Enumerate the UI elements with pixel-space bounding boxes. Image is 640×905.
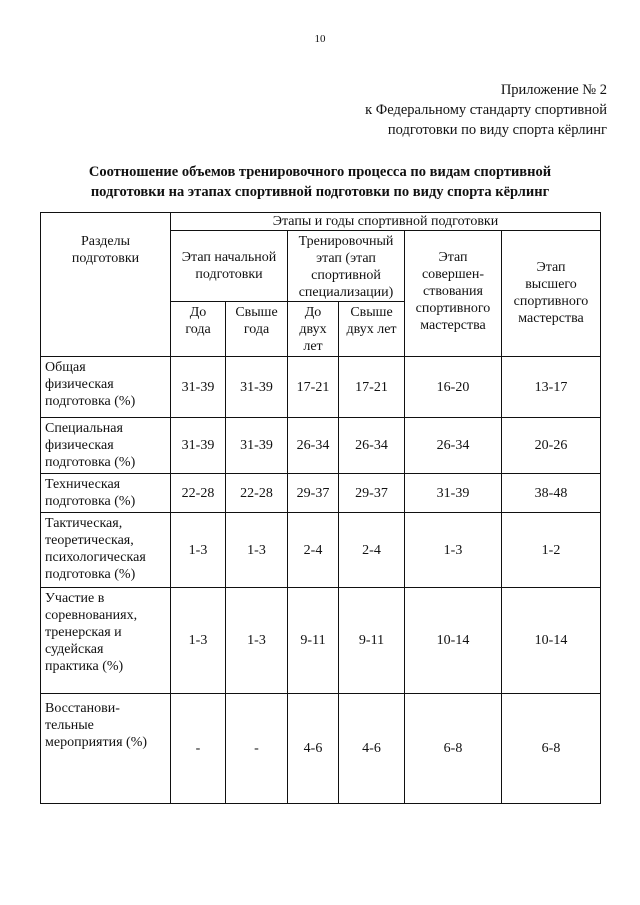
stage-header-line: Этап — [536, 260, 566, 275]
value-cell: 20-26 — [502, 418, 601, 474]
stage-header-line: ствования — [423, 284, 483, 299]
stages-group-header: Этапы и годы спортивной подготовки — [171, 213, 601, 231]
value-cell: 16-20 — [405, 357, 502, 418]
row-label-line: физическая — [45, 438, 114, 453]
row-label-line: Участие в — [45, 591, 105, 606]
row-label-line: подготовка (%) — [45, 494, 136, 509]
subheader-line: двух лет — [346, 322, 397, 337]
value-cell: 1-3 — [226, 588, 288, 694]
value-cell: 1-2 — [502, 513, 601, 588]
row-label — [41, 588, 171, 694]
row-label-line: психологическая — [45, 550, 146, 565]
subheader-initial-first-year — [171, 302, 226, 357]
row-label — [41, 513, 171, 588]
table-row — [41, 513, 601, 588]
subheader-initial-over-year — [226, 302, 288, 357]
row-label-line: тельные — [45, 718, 94, 733]
appendix-line: Приложение № 2 — [500, 82, 607, 98]
subheader-line: До — [189, 305, 207, 320]
subheader-line: года — [243, 322, 270, 337]
value-cell: 6-8 — [405, 694, 502, 804]
value-cell: 9-11 — [288, 588, 339, 694]
corner-header-line: подготовки — [71, 251, 140, 266]
row-label-line: Общая — [45, 360, 86, 375]
stage-header-line: Тренировочный — [298, 234, 394, 249]
row-label — [41, 474, 171, 513]
stage-header-line: этап (этап — [316, 251, 376, 266]
value-cell: 17-21 — [339, 357, 405, 418]
value-cell: 22-28 — [171, 474, 226, 513]
subheader-line: года — [185, 322, 211, 337]
row-label-line: тренерская и — [45, 625, 122, 640]
value-cell: - — [171, 694, 226, 804]
value-cell: - — [226, 694, 288, 804]
table-row — [41, 357, 601, 418]
row-label-line: судейская — [45, 642, 104, 657]
value-cell: 9-11 — [339, 588, 405, 694]
appendix-caption — [365, 80, 607, 140]
value-cell: 1-3 — [171, 588, 226, 694]
value-cell: 26-34 — [405, 418, 502, 474]
value-cell: 38-48 — [502, 474, 601, 513]
value-cell: 29-37 — [339, 474, 405, 513]
stage-improvement-header — [405, 231, 502, 357]
row-label-line: соревнованиях, — [45, 608, 138, 623]
appendix-line: подготовки по виду спорта кёрлинг — [387, 122, 607, 138]
title-line: Соотношение объемов тренировочного процесса по видам спортивной — [88, 164, 552, 180]
stage-header-line: спортивного — [415, 301, 491, 316]
value-cell: 6-8 — [502, 694, 601, 804]
row-label-line: Тактическая, — [45, 516, 123, 531]
stage-header-line: совершен- — [421, 267, 485, 282]
value-cell: 26-34 — [288, 418, 339, 474]
value-cell: 31-39 — [405, 474, 502, 513]
value-cell: 4-6 — [288, 694, 339, 804]
table-row — [41, 474, 601, 513]
value-cell: 2-4 — [288, 513, 339, 588]
stage-highest-header — [502, 231, 601, 357]
value-cell: 31-39 — [226, 357, 288, 418]
value-cell: 4-6 — [339, 694, 405, 804]
row-label — [41, 357, 171, 418]
value-cell: 31-39 — [226, 418, 288, 474]
subheader-line: До — [304, 305, 322, 320]
page-number: 10 — [314, 33, 326, 45]
stage-header-line: спортивной — [311, 268, 381, 283]
value-cell: 31-39 — [171, 418, 226, 474]
value-cell: 31-39 — [171, 357, 226, 418]
value-cell: 1-3 — [405, 513, 502, 588]
title-line: подготовки на этапах спортивной подготовки по виду спорта кёрлинг — [90, 184, 550, 200]
value-cell: 2-4 — [339, 513, 405, 588]
row-label-line: мероприятия (%) — [45, 735, 148, 750]
stage-header-line: Этап начальной — [181, 250, 277, 265]
row-label-line: подготовка (%) — [45, 394, 136, 409]
row-label-line: подготовка (%) — [45, 567, 136, 582]
value-cell: 1-3 — [171, 513, 226, 588]
stage-header-line: специализации) — [298, 285, 394, 300]
stage-header-line: Этап — [438, 250, 468, 265]
document-title — [40, 162, 600, 202]
stage-header-line: спортивного — [513, 294, 589, 309]
stage-header-line: подготовки — [195, 267, 263, 282]
subheader-training-up-to-two — [288, 302, 339, 357]
row-label-line: теоретическая, — [45, 533, 134, 548]
stage-header-line: мастерства — [518, 311, 584, 326]
row-label-line: Техническая — [45, 477, 121, 492]
subheader-line: лет — [303, 339, 323, 354]
row-label — [41, 418, 171, 474]
stage-training-header — [288, 231, 405, 302]
row-label-line: подготовка (%) — [45, 455, 136, 470]
corner-header-line: Разделы — [80, 234, 130, 249]
value-cell: 1-3 — [226, 513, 288, 588]
value-cell: 26-34 — [339, 418, 405, 474]
value-cell: 29-37 — [288, 474, 339, 513]
subheader-training-over-two — [339, 302, 405, 357]
value-cell: 17-21 — [288, 357, 339, 418]
appendix-line: к Федеральному стандарту спортивной — [365, 102, 607, 118]
subheader-line: Свыше — [235, 305, 278, 320]
row-label — [41, 694, 171, 804]
training-ratio-table — [40, 212, 601, 804]
row-label-line: физическая — [45, 377, 114, 392]
value-cell: 10-14 — [405, 588, 502, 694]
value-cell: 22-28 — [226, 474, 288, 513]
subheader-line: двух — [299, 322, 327, 337]
stage-header-line: высшего — [525, 277, 577, 292]
row-label-line: Восстанови- — [45, 701, 120, 716]
corner-header — [41, 213, 171, 357]
stage-header-line: мастерства — [420, 318, 486, 333]
table-row — [41, 418, 601, 474]
row-label-line: практика (%) — [45, 659, 124, 674]
value-cell: 10-14 — [502, 588, 601, 694]
subheader-line: Свыше — [350, 305, 393, 320]
row-label-line: Специальная — [45, 421, 123, 436]
table-row — [41, 588, 601, 694]
stage-initial-header — [171, 231, 288, 302]
table-row — [41, 694, 601, 804]
value-cell: 13-17 — [502, 357, 601, 418]
